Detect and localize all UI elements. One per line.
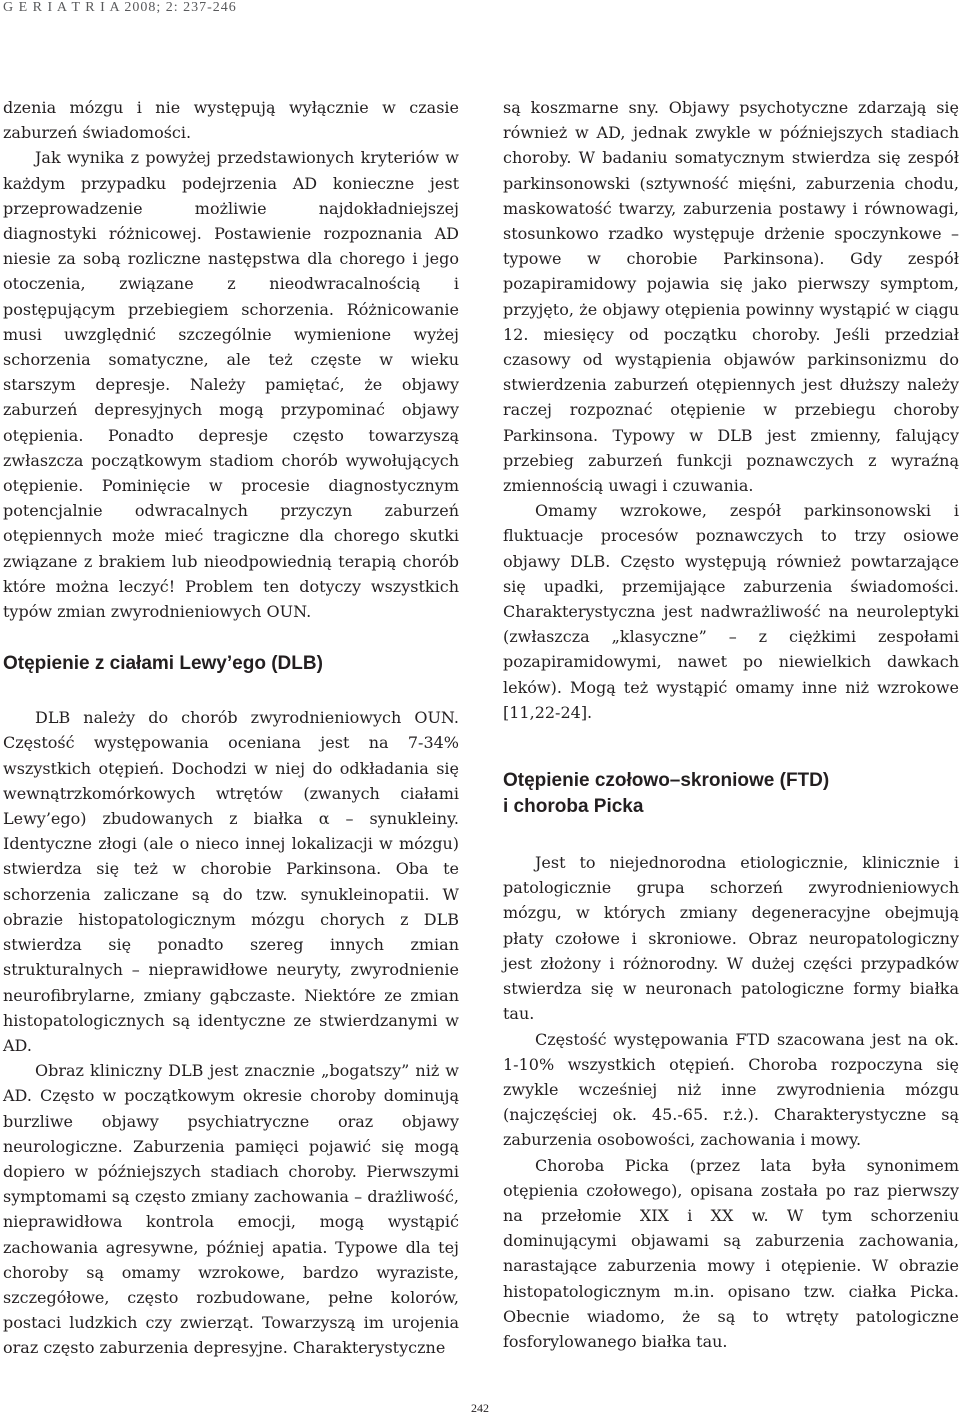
left-column — [3, 95, 459, 1361]
right-column — [503, 95, 959, 1354]
running-header: G E R I A T R I A 2008; 2: 237-246 — [3, 0, 237, 15]
paragraph: Częstość występowania FTD szacowana jest na ok. 1-10% wszystkich otępień. Choroba rozpoczyna się zwykle wcześniej niż inne zwyrodnienia mózgu (najczęściej ok. 45.-65. r.ż.). Charakterystyczne są zaburzenia osobowości, zachowania i mowy. — [503, 1029, 959, 1150]
heading-line: Otępienie czołowo–skroniowe (FTD) — [503, 770, 830, 792]
paragraph: Omamy wzrokowe, zespół parkinsonowski i fluktuacje procesów poznawczych to trzy osiowe objawy DLB. Często występują również powtarzające się upadki, przemijające zaburzenia świadomości. Charakterystyczna jest nadwrażliwość na neuroleptyki (zwłaszcza „klasyczne” – z ciężkimi zespołami pozapiramidowymi, nawet po niewielkich dawkach leków). Mogą też wystąpić omamy inne niż wzrokowe [11,22-24]. — [503, 501, 959, 722]
paragraph: Obraz kliniczny DLB jest znacznie „bogatszy” niż w AD. Często w początkowym okresie choroby dominują burzliwe objawy psychiatryczne oraz objawy neurologiczne. Zaburzenia pamięci pojawić się mogą dopiero w późniejszych stadiach choroby. Pierwszymi symptomami są często zmiany zachowania – drażliwość, nieprawidłowa kontrola emocji, mogą wystąpić zachowania agresywne, później apatia. Typowe dla tej choroby są omamy wzrokowe, bardzo wyraziste, szczegółowe, często rozbudowane, pełne kolorów, postaci ludzkich czy zwierząt. Towarzyszą im urojenia oraz często zaburzenia depresyjne. Charakterystyczne — [3, 1061, 459, 1358]
section-heading-dlb: Otępienie z ciałami Lewy’ego (DLB) — [3, 653, 323, 675]
paragraph: DLB należy do chorób zwyrodnieniowych OUN. Częstość występowania oceniana jest na 7-34% wszystkich otępień. Dochodzi w niej do odkładania się wewnątrzkomórkowych wtrętów (zwanych ciałami Lewy’ego) zbudowanych z białka α – synukleiny. Identyczne złogi (ale o nieco innej lokalizacji w mózgu) stwierdza się też w chorobie Parkinsona. Oba te schorzenia zaliczane są do tzw. synukleinopatii. W obrazie histopatologicznym mózgu chorych z DLB stwierdza się ponadto szereg innych zmian strukturalnych – nieprawidłowe neuryty, zwyrodnienie neurofibrylarne, zmiany gąbczaste. Niektóre ze zmian histopatologicznych są identyczne ze stwierdzanymi w AD. — [3, 708, 459, 1055]
paragraph: Jak wynika z powyżej przedstawionych kryteriów w każdym przypadku podejrzenia AD konieczne jest przeprowadzenie możliwie najdokładniejszej diagnostyki różnicowej. Postawienie rozpoznania AD niesie za sobą rozliczne następstwa dla chorego i jego otoczenia, związane z nieodwracalnością i postępującym przebiegiem schorzenia. Różnicowanie musi uwzględnić szczególnie wymienione wyżej schorzenia somatyczne, ale też częste w wieku starszym depresje. Należy pamiętać, że objawy zaburzeń depresyjnych mogą przypominać objawy otępienia. Ponadto depresje często towarzyszą zwłaszcza początkowym stadiom chorób wywołujących otępienie. Pominięcie w procesie diagnostycznym potencjalnie odwracalnych przyczyn zaburzeń otępiennych może mieć tragiczne dla chorego skutki związane z brakiem lub nieodpowiednią terapią chorób które można leczyć! Problem ten dotyczy wszystkich typów zmian zwyrodnieniowych OUN. — [3, 148, 459, 622]
heading-line: i choroba Picka — [503, 796, 644, 818]
page-number: 242 — [471, 1401, 489, 1415]
paragraph: Jest to niejednorodna etiologicznie, klinicznie i patologicznie grupa schorzeń zwyrodnieniowych mózgu, w których zmiany degeneracyjne obejmują płaty czołowe i skroniowe. Obraz neuropatologiczny jest złożony i różnorodny. W dużej części przypadków stwierdza się w neuronach patologiczne formy białka tau. — [503, 853, 959, 1024]
paragraph: dzenia mózgu i nie występują wyłącznie w czasie zaburzeń świadomości. — [3, 98, 459, 143]
paragraph: Choroba Picka (przez lata była synonimem otępienia czołowego), opisana została po raz pierwszy na przełomie XIX i XX w. W tym schorzeniu dominującymi objawami są zaburzenia zachowania, narastające zaburzenia mowy i otępienie. W obrazie histopatologicznym m.in. opisano tzw. ciałka Picka. Obecnie wiadomo, że są to wtręty patologiczne fosforylowanego białka tau. — [503, 1155, 959, 1351]
paragraph: są koszmarne sny. Objawy psychotyczne zdarzają się również w AD, jednak zwykle w późniejszych stadiach choroby. W badaniu somatycznym stwierdza się zespół parkinsonowski (sztywność mięśni, zaburzenia chodu, maskowatość twarzy, zaburzenia postawy i równowagi, stosunkowo rzadko występuje drżenie spoczynkowe – typowe w chorobie Parkinsona). Gdy zespół pozapiramidowy pojawia się jako pierwszy symptom, przyjęto, że objawy otępienia powinny wystąpić w ciągu 12. miesięcy od początku choroby. Jeśli przedział czasowy od wystąpienia objawów parkinsonizmu do stwierdzenia zaburzeń otępiennych jest dłuższy należy raczej rozpoznać otępienie w przebiegu choroby Parkinsona. Typowy w DLB jest zmienny, falujący przebieg zaburzeń funkcji poznawczych z wyraźną zmiennością uwagi i czuwania. — [503, 98, 959, 496]
section-heading-ftd — [503, 768, 959, 820]
